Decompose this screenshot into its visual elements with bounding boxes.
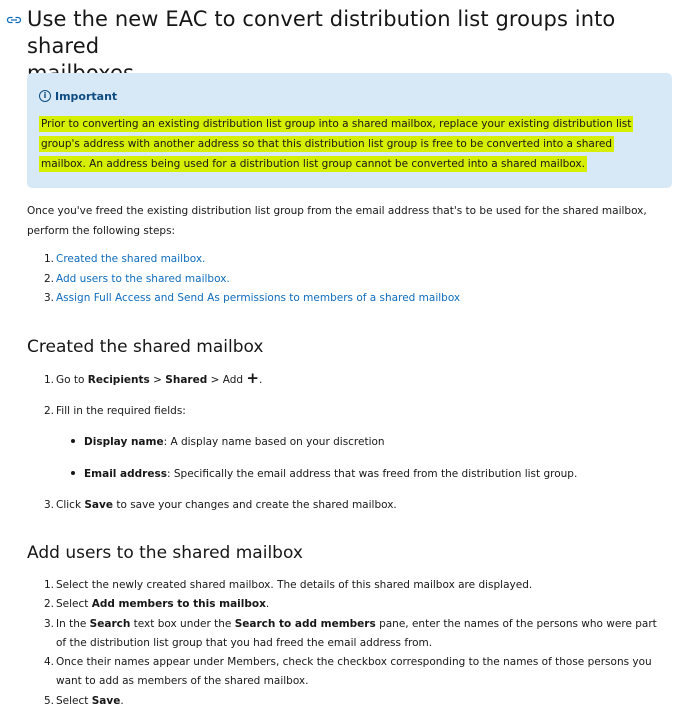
list-number: 1. [44, 579, 55, 591]
section-heading-created-shared-mailbox: Created the shared mailbox [27, 337, 264, 357]
alert-title [39, 87, 660, 105]
info-icon: i [39, 90, 51, 102]
steps-list [44, 250, 664, 309]
list-item [44, 289, 664, 309]
add-label: Add [222, 374, 244, 386]
field-term: Email address [84, 468, 167, 480]
field-description: : A display name based on your discretion [163, 436, 385, 448]
list-item [44, 370, 664, 390]
step-text: In the [56, 617, 90, 630]
separator: > [149, 374, 166, 386]
list-number: 1. [44, 253, 55, 265]
list-number: 3. [44, 499, 55, 511]
search-label: Search [89, 617, 131, 630]
list-item [44, 576, 664, 595]
list-number: 2. [44, 272, 55, 285]
step-link-created-shared-mailbox[interactable]: Created the shared mailbox. [56, 253, 206, 265]
period: . [258, 374, 263, 386]
recipients-label: Recipients [87, 374, 150, 386]
step-text: text box under the [130, 617, 235, 630]
add-members-label: Add members to this mailbox [91, 598, 266, 611]
save-label: Save [91, 694, 121, 707]
step-text: Once their names appear under Members, check the checkbox corresponding to the names of those persons you want to add as members of the shared mailbox. [56, 656, 652, 688]
period: . [265, 598, 270, 611]
separator: > [207, 374, 223, 386]
important-alert [27, 73, 672, 188]
list-number: 2. [44, 598, 55, 611]
save-label: Save [84, 499, 113, 511]
step-text: pane, enter the names of the persons who were part of the distribution list group that you had freed the email address from. [56, 617, 657, 649]
list-item [44, 653, 664, 692]
alert-body-highlighted-text: Prior to converting an existing distribution list group into a shared mailbox, replace your existing distribution list group's address with another address so that this distribution list group is free to be converted into a shared mailbox. An address being used for a distribution list group cannot be converted into a shared mailbox. [41, 118, 632, 170]
required-fields-bullet-1 [70, 432, 660, 452]
list-item [44, 495, 664, 515]
shared-label: Shared [165, 374, 208, 386]
list-number: 3. [44, 292, 55, 304]
page-title-line1: Use the new EAC to convert distribution list groups into shared [27, 7, 616, 58]
field-description: : Specifically the email address that was freed from the distribution list group. [166, 468, 578, 480]
list-item [44, 615, 664, 654]
section1-list [44, 370, 664, 390]
list-item [44, 692, 664, 711]
list-item [44, 595, 664, 614]
list-item [44, 401, 664, 421]
step-link-add-users[interactable]: Add users to the shared mailbox. [56, 272, 230, 285]
list-item [44, 270, 664, 290]
step-text: Go to [56, 374, 88, 386]
step-text: Select [56, 694, 92, 707]
intro-paragraph: Once you've freed the existing distribution list group from the email address that's to be used for the shared mailbox, perform the following steps: [27, 205, 647, 237]
search-to-add-members-label: Search to add members [234, 617, 376, 630]
list-number: 3. [44, 617, 55, 630]
list-number: 2. [44, 405, 55, 417]
list-number: 4. [44, 656, 55, 669]
field-term: Display name [84, 436, 164, 448]
list-item [70, 464, 660, 484]
step-text: Click [56, 499, 85, 511]
alert-body [39, 114, 660, 174]
list-number: 1. [44, 374, 55, 386]
step-text: to save your changes and create the shared mailbox. [112, 499, 397, 511]
list-item [70, 432, 660, 452]
link-icon[interactable] [6, 14, 22, 26]
section1-list-step3 [44, 495, 664, 515]
plus-icon: + [246, 369, 259, 387]
list-item [44, 250, 664, 270]
alert-title-text: Important [55, 89, 118, 103]
required-fields-bullet-2 [70, 464, 660, 484]
section-heading-add-users: Add users to the shared mailbox [27, 543, 303, 563]
step-text: Fill in the required fields: [56, 405, 186, 417]
section1-list-step2 [44, 401, 664, 421]
period: . [120, 694, 124, 707]
step-text: Select [56, 598, 92, 611]
section2-list [44, 576, 664, 711]
list-number: 5. [44, 694, 55, 707]
step-text: Select the newly created shared mailbox. The details of this shared mailbox are displayed. [56, 579, 533, 591]
step-link-assign-permissions[interactable]: Assign Full Access and Send As permissions to members of a shared mailbox [56, 292, 461, 304]
